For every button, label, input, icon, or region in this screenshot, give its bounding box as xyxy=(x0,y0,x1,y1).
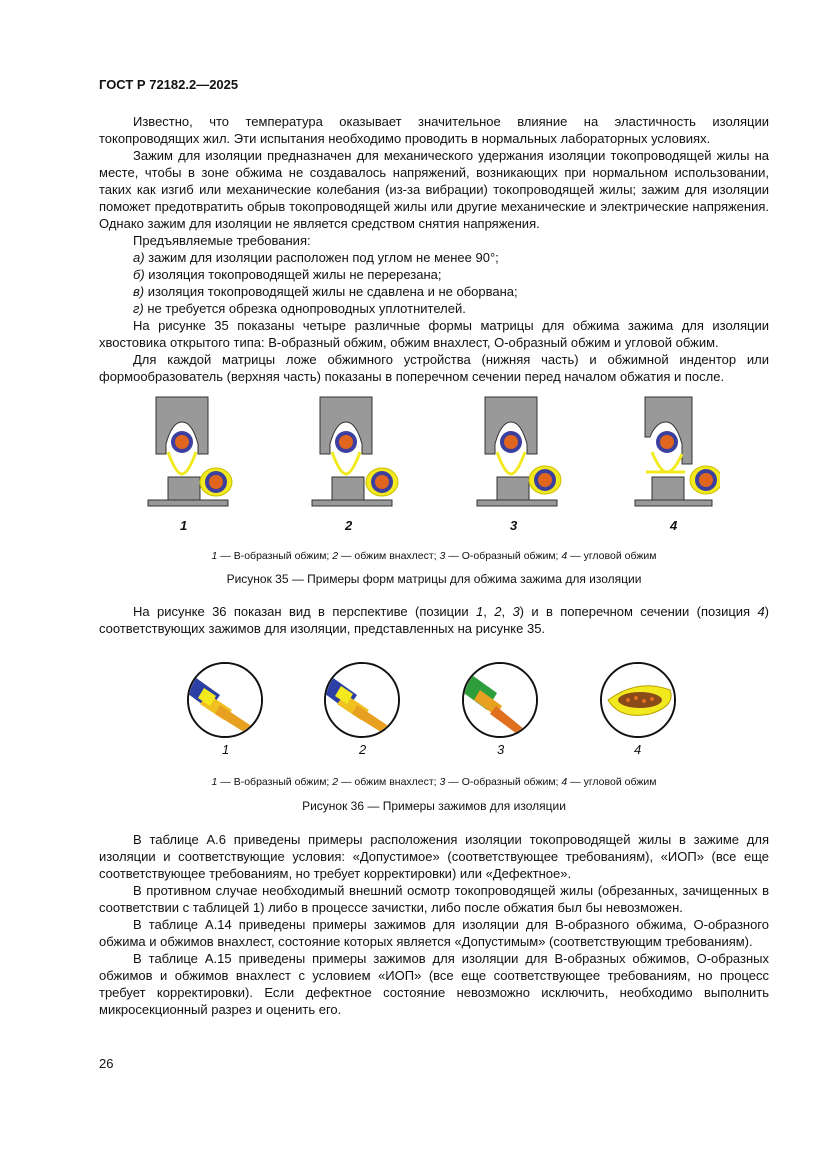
page-number: 26 xyxy=(99,1056,114,1071)
list-item xyxy=(99,300,769,317)
die-v-crimp xyxy=(148,397,232,506)
figure-35-caption: Рисунок 35 — Примеры форм матрицы для обжима зажима для изоляции xyxy=(226,572,642,586)
list-item xyxy=(99,266,769,283)
list-marker: а) xyxy=(133,250,145,265)
figure-36-label-3: 3 xyxy=(497,742,505,757)
legend-number: 2 xyxy=(332,776,339,788)
legend-number: 4 xyxy=(561,776,568,788)
text-run: На рисунке 36 показан вид в перспективе (позиции xyxy=(133,604,476,619)
figure-36-caption: Рисунок 36 — Примеры зажимов для изоляции xyxy=(302,799,566,813)
figure-36-crimp-examples xyxy=(180,660,680,742)
text-run: , xyxy=(483,604,495,619)
legend-text: — О-образный обжим; xyxy=(445,776,562,788)
text-run: ) и в поперечном сечении (позиция xyxy=(519,604,758,619)
list-marker: б) xyxy=(133,267,145,282)
crimp-photo-1 xyxy=(180,660,280,742)
legend-number: 2 xyxy=(332,550,339,562)
crimp-photo-3 xyxy=(457,660,560,742)
list-text: зажим для изоляции расположен под углом не менее 90°; xyxy=(144,250,499,265)
legend-number: 3 xyxy=(439,776,446,788)
legend-text: — угловой обжим xyxy=(567,550,657,562)
list-text: изоляция токопроводящей жилы не сдавлена и не оборвана; xyxy=(144,284,518,299)
figure-35-label-4: 4 xyxy=(670,518,678,533)
die-overlap-crimp xyxy=(312,397,398,506)
legend-text: — В-образный обжим; xyxy=(217,776,333,788)
text-run: ) соответствующих зажимов для изоляции, представленных на рисунке 35. xyxy=(99,604,770,636)
position-ref: 3 xyxy=(512,604,520,619)
paragraph: В таблице А.14 приведены примеры зажимов для изоляции для В-образного обжима, О-образного обжима и обжимов внахлест, состояние которых является «Допустимым» (соответствующим требованиям). xyxy=(99,917,769,949)
paragraph: В таблице А.6 приведены примеры расположения изоляции токопроводящей жилы в зажиме для изоляции и соответствующие условия: «Допустимое» (соответствующее требованиям), «ИОП» (все еще соответствующее требованиям, но требует корректировки) или «Дефектное». xyxy=(99,832,769,881)
paragraph: Для каждой матрицы ложе обжимного устройства (нижняя часть) и обжимной индентор или формообразователь (верхняя часть) показаны в поперечном сечении перед началом обжатия и после. xyxy=(99,352,769,384)
paragraph xyxy=(99,603,769,637)
list-marker: г) xyxy=(133,301,144,316)
legend-number: 1 xyxy=(211,776,218,788)
paragraph: В противном случае необходимый внешний осмотр токопроводящей жилы (обрезанных, зачищенных в соответствии с таблицей 1) либо в процессе зачистки, либо после обжатия был бы невозможен. xyxy=(99,883,769,915)
legend-text: — обжим внахлест; xyxy=(338,550,440,562)
outro-section xyxy=(99,831,769,1018)
figure-36-label-1: 1 xyxy=(222,742,230,757)
legend-number: 1 xyxy=(211,550,218,562)
figure-35-die-shapes xyxy=(140,392,720,517)
die-o-crimp xyxy=(477,397,561,506)
die-angle-crimp xyxy=(635,397,720,506)
list-text: изоляция токопроводящей жилы не перерезана; xyxy=(144,267,442,282)
crimp-photo-2 xyxy=(317,660,420,742)
figure-36-legend xyxy=(99,776,769,788)
legend-number: 4 xyxy=(561,550,568,562)
text-run: , xyxy=(501,604,513,619)
figure-35-label-3: 3 xyxy=(510,518,518,533)
paragraph: Зажим для изоляции предназначен для механического удержания изоляции токопроводящей жилы на месте, чтобы в зоне обжима не создавалось напряжений, возникающих при нормальном использовании, таких как изгиб или механические колебания (из-за вибрации) токопроводящей жилы; зажим для изоляции поможет предотвратить обрыв токопроводящей жилы или другие механические и электрические напряжения. Однако зажим для изоляции не является средством снятия напряжения. xyxy=(99,148,769,231)
list-marker: в) xyxy=(133,284,145,299)
legend-number: 3 xyxy=(439,550,446,562)
legend-text: — обжим внахлест; xyxy=(338,776,440,788)
legend-text: — угловой обжим xyxy=(567,776,657,788)
figure-35-legend xyxy=(99,550,769,562)
figure-35-label-1: 1 xyxy=(180,518,188,533)
list-item xyxy=(99,249,769,266)
position-ref: 4 xyxy=(757,604,765,619)
list-text: не требуется обрезка однопроводных уплотнителей. xyxy=(143,301,466,316)
legend-text: — О-образный обжим; xyxy=(445,550,562,562)
paragraph: Предъявляемые требования: xyxy=(133,233,311,248)
crimp-photo-4 xyxy=(600,660,680,742)
figure-35-label-2: 2 xyxy=(345,518,353,533)
list-item xyxy=(99,283,769,300)
figure-36-label-2: 2 xyxy=(359,742,367,757)
figure-36-label-4: 4 xyxy=(634,742,642,757)
intro-section xyxy=(99,113,769,385)
paragraph: На рисунке 35 показаны четыре различные формы матрицы для обжима зажима для изоляции хвостовика открытого типа: В-образный обжим, обжим внахлест, О-образный обжим и угловой обжим. xyxy=(99,318,769,350)
legend-text: — В-образный обжим; xyxy=(217,550,333,562)
position-ref: 1 xyxy=(476,604,484,619)
paragraph: В таблице А.15 приведены примеры зажимов для изоляции для В-образных обжимов, О-образных обжимов и обжимов внахлест с условием «ИОП» (все еще соответствующее требованиям, но процесс требует корректировки). Если дефектное состояние невозможно исключить, необходимо выполнить микросекционный разрез и оценить его. xyxy=(99,951,769,1017)
mid-section xyxy=(99,603,769,637)
paragraph: Известно, что температура оказывает значительное влияние на эластичность изоляции токопроводящих жил. Эти испытания необходимо проводить в нормальных лабораторных условиях. xyxy=(99,114,769,146)
position-ref: 2 xyxy=(494,604,502,619)
document-header: ГОСТ Р 72182.2—2025 xyxy=(99,77,239,92)
